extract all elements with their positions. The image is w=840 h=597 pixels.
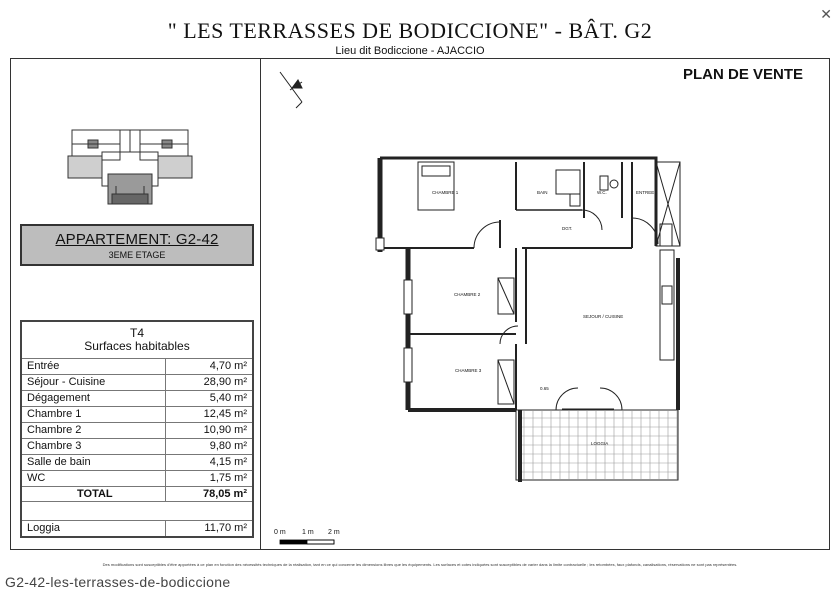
scale-label-0: 0 m	[274, 529, 286, 536]
room-bain: BAIN	[537, 190, 548, 195]
north-arrow-icon	[278, 68, 308, 110]
room-wc: W.C.	[597, 190, 607, 195]
scale-label-2: 2 m	[328, 529, 340, 536]
table-row: Chambre 1 12,45 m²	[22, 406, 252, 422]
apartment-type: T4	[129, 326, 144, 340]
table-row: Chambre 3 9,80 m²	[22, 438, 252, 454]
floor-plan	[374, 148, 694, 482]
panel-divider	[260, 58, 261, 550]
room-degagement: DGT.	[562, 226, 573, 231]
room-chambre3: CHAMBRE 3	[455, 368, 482, 373]
table-row: Chambre 2 10,90 m²	[22, 422, 252, 438]
room-loggia: LOGGIA	[591, 441, 609, 446]
document-subtitle: Lieu dit Bodiccione - AJACCIO	[335, 45, 485, 57]
table-total-row: TOTAL 78,05 m²	[22, 486, 252, 502]
scale-label-1: 1 m	[302, 529, 314, 536]
apartment-panel	[20, 224, 254, 266]
height-marker: 0.65	[540, 386, 549, 391]
table-row: Séjour - Cuisine 28,90 m²	[22, 374, 252, 390]
document-title: " LES TERRASSES DE BODICCIONE" - BÂT. G2	[167, 18, 653, 43]
apartment-name: APPARTEMENT: G2-42	[55, 231, 219, 248]
room-chambre2: CHAMBRE 2	[454, 292, 481, 297]
table-row: Salle de bain 4,15 m²	[22, 454, 252, 470]
disclaimer-text: Des modifications sont susceptibles d'être apportées à ce plan en fonction des nécessités techniques de la réalisation, tant en ce qui concerne les dimensions libres que les équipements. Les surfaces et cotes indiquées sont susceptibles de varier dans la limite contractuelle ; les retombées, faux plafonds, canalisations, réservations ne sont pas représentées.	[102, 562, 738, 567]
table-row: Dégagement 5,40 m²	[22, 390, 252, 406]
apartment-floor: 3EME ETAGE	[108, 250, 166, 260]
table-row: Entrée 4,70 m²	[22, 358, 252, 374]
surfaces-table	[20, 320, 254, 538]
scale-bar	[276, 538, 346, 548]
close-icon[interactable]: ✕	[820, 6, 832, 22]
table-row: WC 1,75 m²	[22, 470, 252, 486]
table-loggia-row: Loggia 11,70 m²	[22, 520, 252, 536]
image-caption: G2-42-les-terrasses-de-bodiccione	[5, 574, 231, 590]
key-plan-thumbnail	[66, 126, 196, 208]
room-chambre1: CHAMBRE 1	[432, 190, 459, 195]
plan-label: PLAN DE VENTE	[683, 66, 804, 83]
room-sejour: SEJOUR / CUISINE	[583, 314, 624, 319]
room-entree: ENTREE	[636, 190, 655, 195]
surfaces-heading: Surfaces habitables	[84, 339, 190, 353]
